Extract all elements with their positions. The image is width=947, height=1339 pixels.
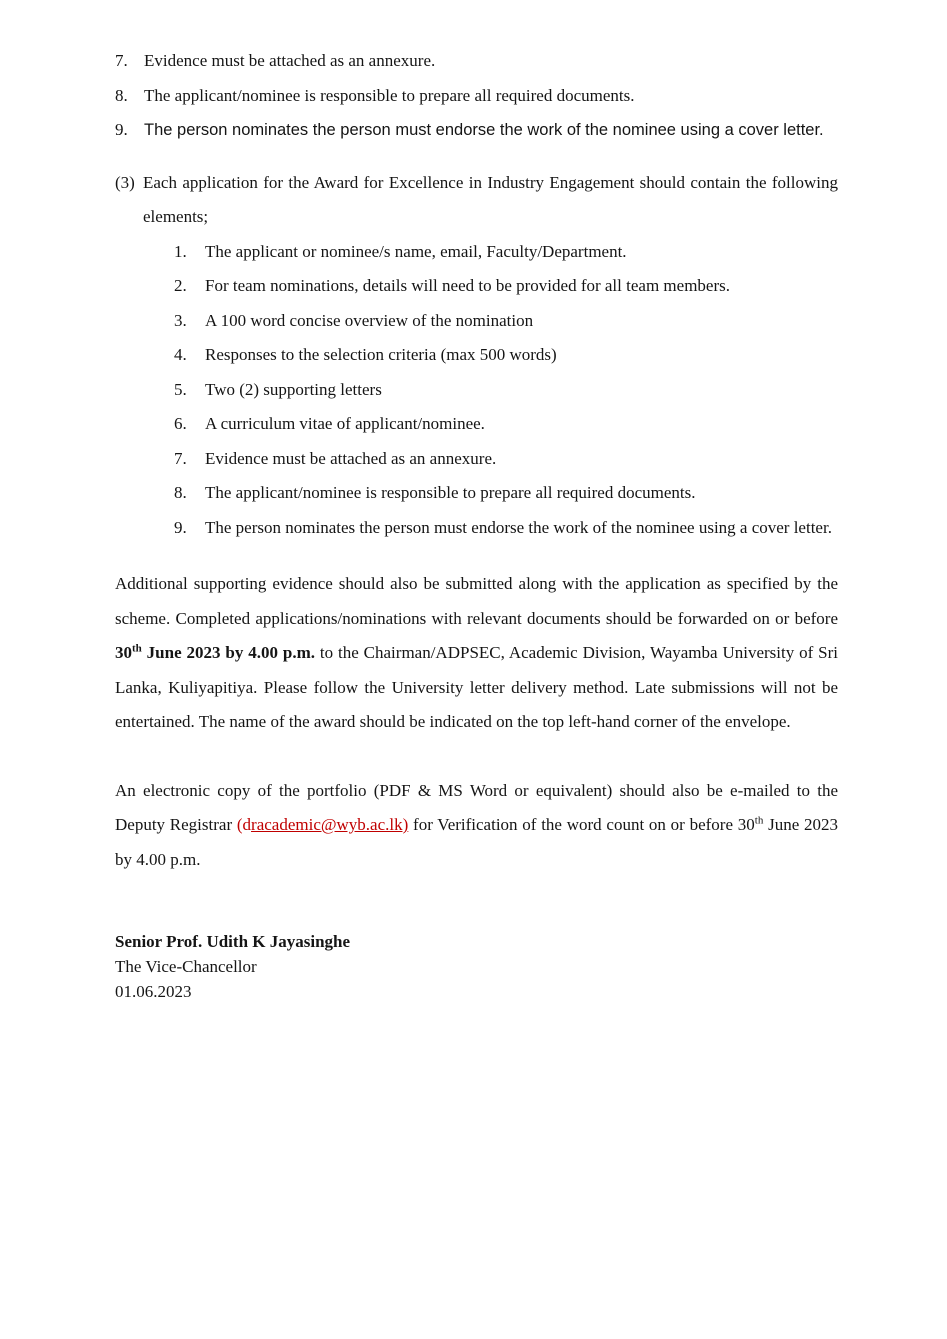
list-item	[174, 304, 838, 339]
list-item-number: 8.	[174, 483, 187, 502]
list-item-text: The applicant or nominee/s name, email, Faculty/Department.	[205, 241, 627, 261]
list-item-text: A 100 word concise overview of the nomination	[205, 310, 534, 330]
list-item	[174, 442, 838, 477]
list-item	[174, 373, 838, 408]
list-item-number: 8.	[115, 85, 128, 105]
list-item-text: The applicant/nominee is responsible to prepare all required documents.	[144, 85, 635, 105]
list-item-text: The applicant/nominee is responsible to prepare all required documents.	[205, 483, 696, 502]
list-item-text: The person nominates the person must endorse the work of the nominee using a cover letter.	[144, 121, 824, 139]
list-item-number: 1.	[174, 241, 187, 261]
list-item-text: Evidence must be attached as an annexure.	[144, 51, 436, 70]
list-item	[174, 338, 838, 373]
list-item	[174, 269, 838, 304]
list-item-number: 2.	[174, 276, 187, 295]
elements-list	[174, 235, 838, 546]
list-item	[174, 235, 838, 270]
list-item-number: 7.	[174, 448, 187, 468]
list-item	[115, 44, 838, 79]
list-item-text: A curriculum vitae of applicant/nominee.	[205, 414, 485, 433]
list-item-number: 3.	[174, 310, 187, 330]
list-item-number: 6.	[174, 414, 187, 433]
list-item	[115, 113, 838, 148]
list-item-text: Two (2) supporting letters	[205, 379, 382, 399]
paragraph-email: An electronic copy of the portfolio (PDF & MS Word or equivalent) should also be e-mailed to the Deputy Registrar (dracademic@wyb.ac.lk) for Verification of the word count on or before 30th June 2023 by 4.00 p.m.	[115, 780, 838, 869]
list-item-number: 5.	[174, 379, 187, 399]
signature-block	[115, 929, 838, 1004]
list-item	[174, 407, 838, 442]
section-3-paragraph	[115, 166, 838, 235]
list-item-text: Responses to the selection criteria (max 500 words)	[205, 345, 557, 364]
list-item-number: 7.	[115, 51, 128, 70]
signature-name: Senior Prof. Udith K Jayasinghe	[115, 932, 351, 951]
list-item-text: The person nominates the person must endorse the work of the nominee using a cover letter.	[205, 517, 832, 537]
list-item-text: For team nominations, details will need to be provided for all team members.	[205, 276, 730, 295]
list-item-number: 4.	[174, 345, 187, 364]
list-item-number: 9.	[115, 120, 128, 139]
email-link-paren[interactable]: (d	[236, 815, 252, 834]
list-item	[174, 476, 838, 511]
list-item-text: Evidence must be attached as an annexure.	[205, 448, 497, 468]
section-3-label: (3)	[115, 172, 135, 192]
paragraph-submission: Additional supporting evidence should also be submitted along with the application as specified by the scheme. Completed applications/nominations with relevant documents should be forwarded on or before 30th June 2023 by 4.00 p.m. to the Chairman/ADPSEC, Academic Division, Wayamba University of Sri Lanka, Kuliyapitiya. Please follow the University letter delivery method. Late submissions will not be entertained. The name of the award should be indicated on the top left-hand corner of the envelope.	[115, 574, 838, 731]
list-item	[115, 79, 838, 114]
list-item	[174, 511, 838, 546]
continuation-list	[115, 44, 838, 148]
list-item-number: 9.	[174, 517, 187, 537]
email-link[interactable]: racademic@wyb.ac.lk)	[251, 815, 409, 834]
signature-title: The Vice-Chancellor	[115, 957, 257, 976]
signature-date: 01.06.2023	[115, 982, 192, 1001]
section-3-text: Each application for the Award for Excellence in Industry Engagement should contain the following elements;	[143, 172, 838, 226]
